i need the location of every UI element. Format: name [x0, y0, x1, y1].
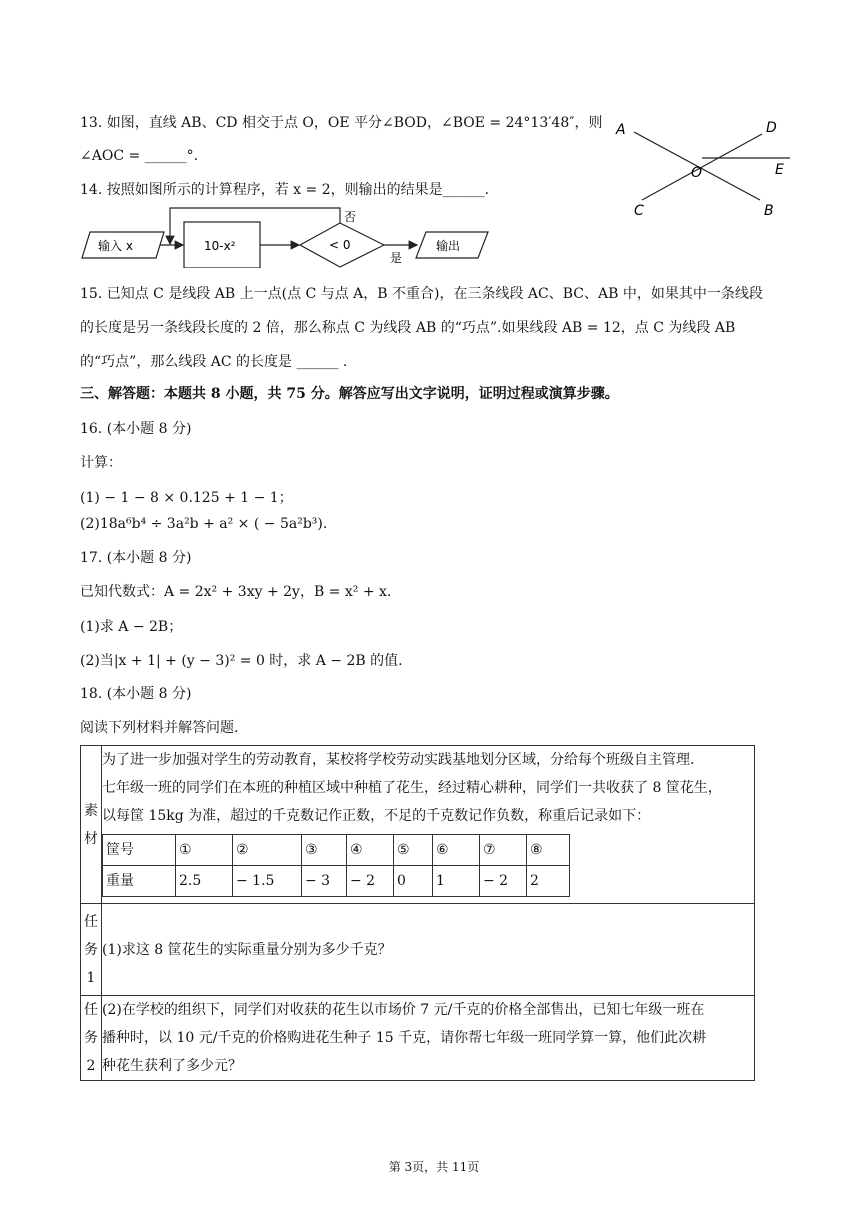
table-cell: ⑦: [480, 835, 527, 866]
table-cell: 2.5: [176, 866, 233, 897]
basket-number-row: [103, 835, 570, 866]
task2-content: [102, 996, 755, 1081]
q14-text: 14. 按照如图所示的计算程序，若 x = 2，则输出的结果是______.: [80, 182, 490, 198]
material-line: 以每筐 15kg 为准，超过的千克数记作正数，不足的千克数记作负数，称重后记录如下：: [102, 808, 651, 824]
material-line: 为了进一步加强对学生的劳动教育，某校将学校劳动实践基地划分区域，分给每个班级自主管理.: [102, 752, 695, 768]
no-label: 否: [344, 210, 357, 224]
material-label: 素 材: [81, 746, 102, 904]
table-cell: − 1.5: [233, 866, 302, 897]
q18-intro: 阅读下列材料并解答问题.: [80, 720, 239, 736]
table-cell: − 2: [480, 866, 527, 897]
material-content: [102, 746, 755, 904]
output-label: 输出: [436, 239, 461, 253]
table-cell: ③: [302, 835, 347, 866]
q15-line1: 15. 已知点 C 是线段 AB 上一点(点 C 与点 A，B 不重合)，在三条线段 AC、BC、AB 中，如果其中一条线段: [80, 286, 763, 302]
table-cell: ④: [347, 835, 394, 866]
label-d: D: [766, 120, 777, 136]
weight-table: [102, 834, 570, 897]
row-label: 重量: [103, 866, 176, 897]
label-a: A: [616, 122, 626, 138]
task2-line: 种花生获利了多少元？: [102, 1058, 242, 1074]
label-o: O: [691, 165, 703, 181]
q13-line1: 13. 如图，直线 AB、CD 相交于点 O，OE 平分∠BOD，∠BOE = 24°13′48″，则: [80, 115, 603, 131]
yes-label: 是: [390, 251, 403, 265]
q17-intro: 已知代数式：A = 2x² + 3xy + 2y，B = x² + x.: [80, 584, 392, 600]
table-cell: ⑤: [394, 835, 433, 866]
label-b: B: [764, 203, 774, 219]
q16-part2: (2)18a⁶b⁴ ÷ 3a²b + a² × ( − 5a²b³).: [80, 516, 328, 532]
q17-part1: (1)求 A − 2B；: [80, 619, 183, 635]
q17-part2: (2)当|x + 1| + (y − 3)² = 0 时，求 A − 2B 的值.: [80, 653, 403, 669]
q14-flowchart: [76, 204, 496, 268]
section3-heading: 三、解答题：本题共 8 小题，共 75 分。解答应写出文字说明，证明过程或演算步骤。: [80, 386, 619, 402]
task2-line: 播种时，以 10 元/千克的价格购进花生种子 15 千克，请你帮七年级一班同学算一算，他们此次耕: [102, 1030, 707, 1046]
table-cell: 2: [527, 866, 570, 897]
table-cell: ⑥: [433, 835, 480, 866]
page-footer: 第 3页，共 11页: [388, 1160, 480, 1174]
q16-part1: (1) − 1 − 8 × 0.125 + 1 − 1；: [80, 490, 293, 506]
q13-figure: [612, 112, 812, 224]
task1-label: 任 务 1: [81, 904, 102, 996]
q18-header: 18. (本小题 8 分): [80, 686, 192, 702]
q15-line3: 的“巧点”，那么线段 AC 的长度是 ______ .: [80, 354, 348, 370]
label-c: C: [634, 203, 644, 219]
label-e: E: [775, 162, 784, 178]
table-cell: − 2: [347, 866, 394, 897]
task1-content: (1)求这 8 筐花生的实际重量分别为多少千克？: [102, 904, 755, 996]
table-cell: ①: [176, 835, 233, 866]
material-line: 七年级一班的同学们在本班的种植区域中种植了花生，经过精心耕种，同学们一共收获了 8 筐花生，: [102, 780, 722, 796]
table-cell: 1: [433, 866, 480, 897]
task2-line: (2)在学校的组织下，同学们对收获的花生以市场价 7 元/千克的价格全部售出，已知七年级一班在: [102, 1002, 705, 1018]
table-cell: ②: [233, 835, 302, 866]
q16-intro: 计算：: [80, 455, 122, 471]
q16-header: 16. (本小题 8 分): [80, 421, 192, 437]
q18-material-table: [80, 745, 755, 1081]
task2-label: 任 务 2: [81, 996, 102, 1081]
no-loop-line: [170, 208, 340, 244]
table-cell: ⑧: [527, 835, 570, 866]
material-row: [81, 746, 755, 904]
decision-label: < 0: [329, 238, 351, 252]
q15-line2: 的长度是另一条线段长度的 2 倍，那么称点 C 为线段 AB 的“巧点”.如果线段 AB = 12，点 C 为线段 AB: [80, 320, 736, 336]
input-label: 输入 x: [98, 239, 133, 253]
q13-line2: ∠AOC = ______°.: [80, 148, 199, 164]
task1-row: [81, 904, 755, 996]
table-cell: 0: [394, 866, 433, 897]
q17-header: 17. (本小题 8 分): [80, 550, 192, 566]
weight-row: [103, 866, 570, 897]
row-label: 筐号: [103, 835, 176, 866]
process-label: 10-x²: [204, 239, 236, 253]
task2-row: [81, 996, 755, 1081]
table-cell: − 3: [302, 866, 347, 897]
